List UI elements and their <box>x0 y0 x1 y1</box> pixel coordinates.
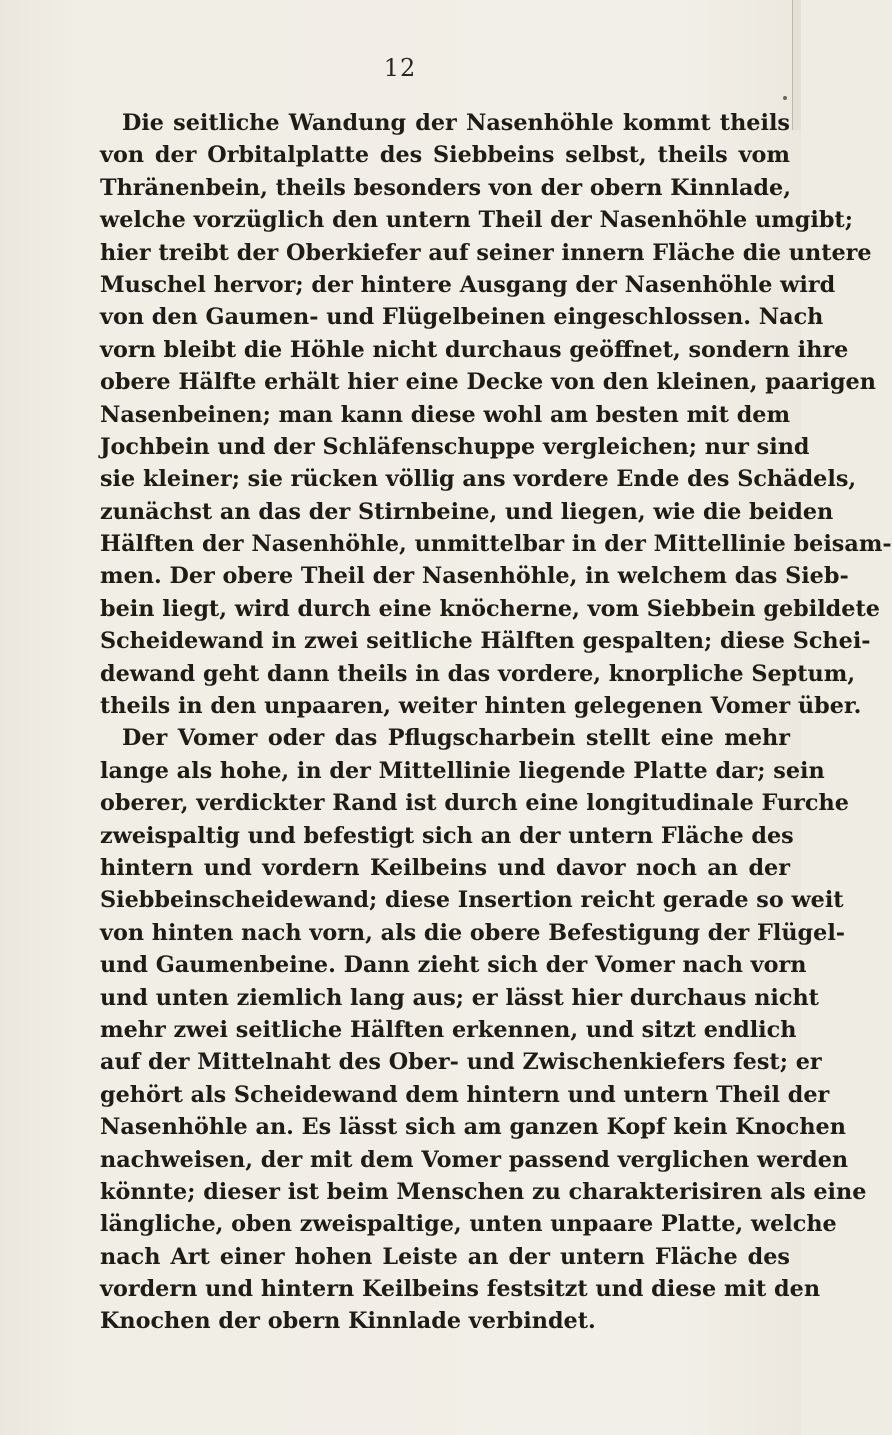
text-line: hintern und vordern Keilbeins und davor noch an der <box>100 854 790 881</box>
text-line: vorn bleibt die Höhle nicht durchaus geöffnet, sondern ihre <box>100 336 849 363</box>
page-edge <box>792 0 801 130</box>
text-line: Der Vomer oder das Pflugscharbein stellt eine mehr <box>122 725 790 752</box>
text-line: Scheidewand in zwei seitliche Hälften gespalten; diese Schei- <box>100 628 871 655</box>
text-line: lange als hohe, in der Mittellinie liegende Platte dar; sein <box>100 757 825 784</box>
text-line: zweispaltig und befestigt sich an der untern Fläche des <box>100 822 794 849</box>
text-line: von hinten nach vorn, als die obere Befestigung der Flügel- <box>100 919 846 946</box>
text-line: mehr zwei seitliche Hälften erkennen, und sitzt endlich <box>100 1016 797 1043</box>
text-line: vordern und hintern Keilbeins festsitzt und diese mit den <box>100 1276 821 1303</box>
text-line: Jochbein und der Schläfenschuppe vergleichen; nur sind <box>100 433 810 460</box>
text-line: und unten ziemlich lang aus; er lässt hier durchaus nicht <box>100 984 819 1011</box>
text-line: gehört als Scheidewand dem hintern und untern Theil der <box>100 1081 830 1108</box>
text-line: sie kleiner; sie rücken völlig ans vordere Ende des Schädels, <box>100 466 857 493</box>
text-line: nach Art einer hohen Leiste an der untern Fläche des <box>100 1243 790 1270</box>
text-line: men. Der obere Theil der Nasenhöhle, in welchem das Sieb- <box>100 563 849 590</box>
text-line: Siebbeinscheidewand; diese Insertion reicht gerade so weit <box>100 887 844 914</box>
text-line: Die seitliche Wandung der Nasenhöhle kommt theils <box>122 110 790 136</box>
text-line: obere Hälfte erhält hier eine Decke von den kleinen, paarigen <box>100 369 876 396</box>
page-number: 12 <box>383 54 417 82</box>
text-line: auf der Mittelnaht des Ober- und Zwischenkiefers fest; er <box>100 1049 822 1076</box>
text-line: zunächst an das der Stirnbeine, und liegen, wie die beiden <box>100 498 834 525</box>
text-line: hier treibt der Oberkiefer auf seiner innern Fläche die untere <box>100 239 872 266</box>
text-line: welche vorzüglich den untern Theil der Nasenhöhle umgibt; <box>100 207 853 234</box>
text-line: Hälften der Nasenhöhle, unmittelbar in der Mittellinie beisam- <box>100 531 892 558</box>
text-line: dewand geht dann theils in das vordere, knorpliche Septum, <box>100 660 856 687</box>
text-line: Knochen der obern Kinnlade verbindet. <box>100 1308 596 1335</box>
text-line: Thränenbein, theils besonders von der obern Kinnlade, <box>100 174 791 201</box>
text-line: von der Orbitalplatte des Siebbeins selbst, theils vom <box>100 142 790 169</box>
text-line: längliche, oben zweispaltige, unten unpaare Platte, welche <box>100 1211 837 1238</box>
text-line: könnte; dieser ist beim Menschen zu charakterisiren als eine <box>100 1178 867 1205</box>
text-line: theils in den unpaaren, weiter hinten gelegenen Vomer über. <box>100 693 862 720</box>
text-line: Nasenbeinen; man kann diese wohl am besten mit dem <box>100 401 791 428</box>
text-line: oberer, verdickter Rand ist durch eine longitudinale Furche <box>100 790 849 817</box>
ink-spot <box>783 96 787 100</box>
text-line: bein liegt, wird durch eine knöcherne, vom Siebbein gebildete <box>100 595 880 622</box>
text-line: und Gaumenbeine. Dann zieht sich der Vomer nach vorn <box>100 952 807 979</box>
text-line: von den Gaumen- und Flügelbeinen eingeschlossen. Nach <box>100 304 824 331</box>
text-line: Muschel hervor; der hintere Ausgang der Nasenhöhle wird <box>100 271 836 298</box>
text-line: nachweisen, der mit dem Vomer passend verglichen werden <box>100 1146 849 1173</box>
body-text <box>100 107 892 1338</box>
text-line: Nasenhöhle an. Es lässt sich am ganzen Kopf kein Knochen <box>100 1114 846 1141</box>
